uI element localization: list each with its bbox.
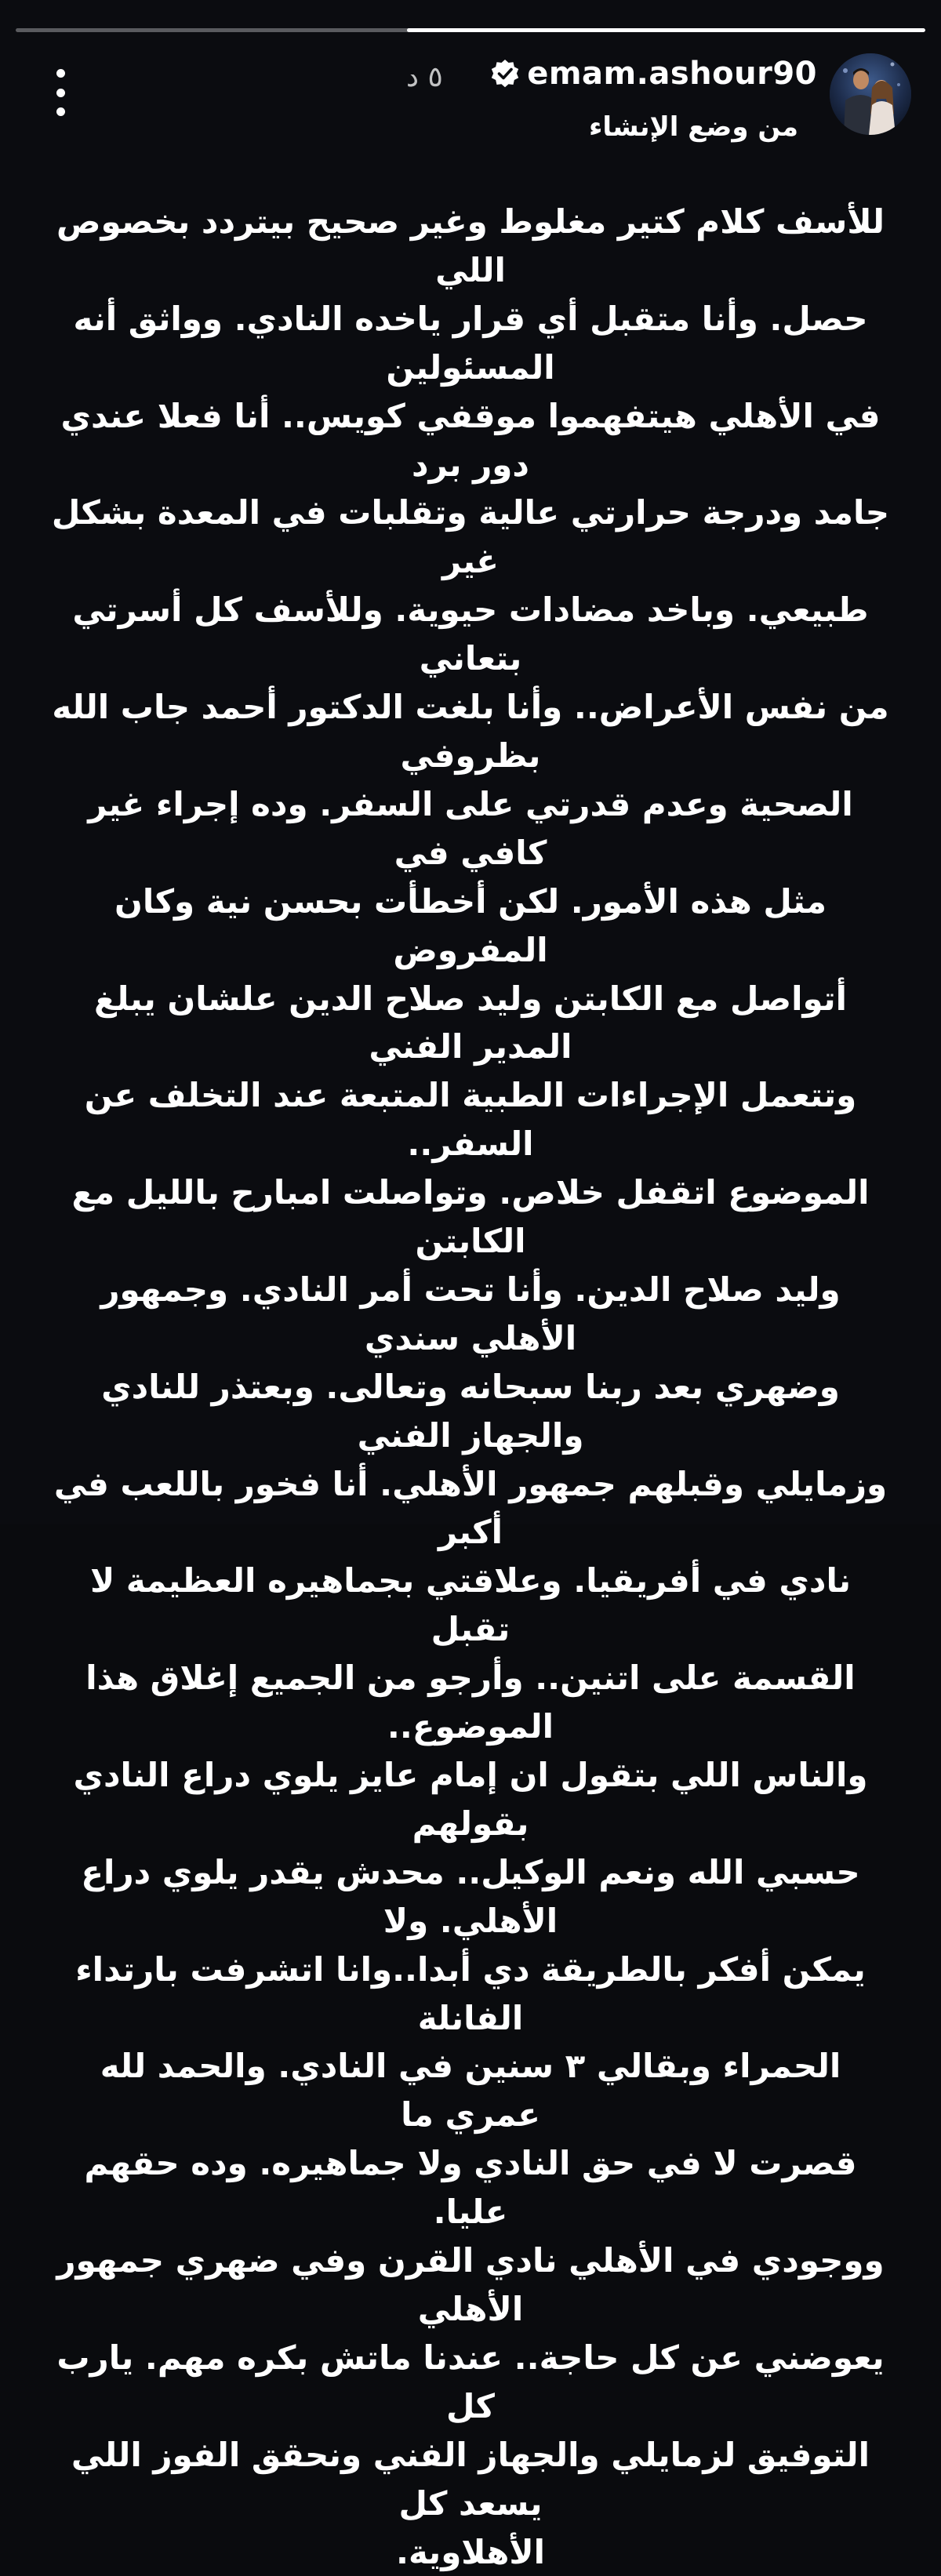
more-vertical-icon-dot-3 bbox=[56, 107, 65, 116]
story-text: للأسف كلام كتير مغلوط وغير صحيح بيتردد بخصوص اللي حصل. وأنا متقبل أي قرار ياخده النادي. وواثق أنه المسئولين في الأهلي هيتفهموا موقفي كويس.. أنا فعلا عندي دور برد جامد ودرجة حرارتي عالية وتقلبات في المعدة بشكل غير طبيعي. وباخد مضادات حيوية. وللأسف كل أسرتي بتعاني من نفس الأعراض.. وأنا بلغت الدكتور أحمد جاب الله بظروفي الصحية وعدم قدرتي على السفر. وده إجراء غير كافي في مثل هذه الأمور. لكن أخطأت بحسن نية وكان المفروض أتواصل مع الكابتن وليد صلاح الدين علشان يبلغ المدير الفني وتتعمل الإجراءات الطبية المتبعة عند التخلف عن السفر.. الموضوع اتقفل خلاص. وتواصلت امبارح بالليل مع الكابتن وليد صلاح الدين. وأنا تحت أمر النادي. وجمهور الأهلي سندي وضهري بعد ربنا سبحانه وتعالى. وبعتذر للنادي والجهاز الفني وزمايلي وقبلهم جمهور الأهلي. أنا فخور باللعب في أكبر نادي في أفريقيا. وعلاقتي بجماهيره العظيمة لا تقبل القسمة على اتنين.. وأرجو من الجميع إغلاق هذا الموضوع.. والناس اللي بتقول ان إمام عايز يلوي دراع النادي بقولهم حسبي الله ونعم الوكيل.. محدش يقدر يلوي دراع الأهلي. ولا يمكن أفكر بالطريقة دي أبدا..وانا اتشرفت بارتداء الفانلة الحمراء وبقالي ٣ سنين في النادي. والحمد لله عمري ما قصرت لا في حق النادي ولا جماهيره. وده حقهم عليا. ووجودي في الأهلي نادي القرن وفي ضهري جمهور الأهلي يعوضني عن كل حاجة.. عندنا ماتش بكره مهم. يارب كل التوفيق لزمايلي والجهاز الفني ونحقق الفوز اللي يسعد كل الأهلاوية. bbox=[51, 202, 890, 2571]
story-header bbox=[0, 47, 941, 149]
avatar-photo bbox=[830, 53, 911, 135]
post-timestamp: ٥ د bbox=[406, 61, 443, 93]
username[interactable]: emam.ashour90 bbox=[527, 56, 817, 92]
avatar[interactable] bbox=[830, 53, 911, 135]
more-vertical-icon bbox=[56, 69, 65, 78]
more-vertical-icon-dot-2 bbox=[56, 89, 65, 97]
verified-badge-icon bbox=[489, 58, 521, 89]
story-progress-fill bbox=[407, 28, 925, 32]
username-row[interactable] bbox=[489, 55, 817, 93]
creation-mode-label: من وضع الإنشاء bbox=[588, 111, 798, 143]
more-options-button[interactable] bbox=[49, 69, 72, 116]
story-progress-bar bbox=[16, 28, 925, 32]
